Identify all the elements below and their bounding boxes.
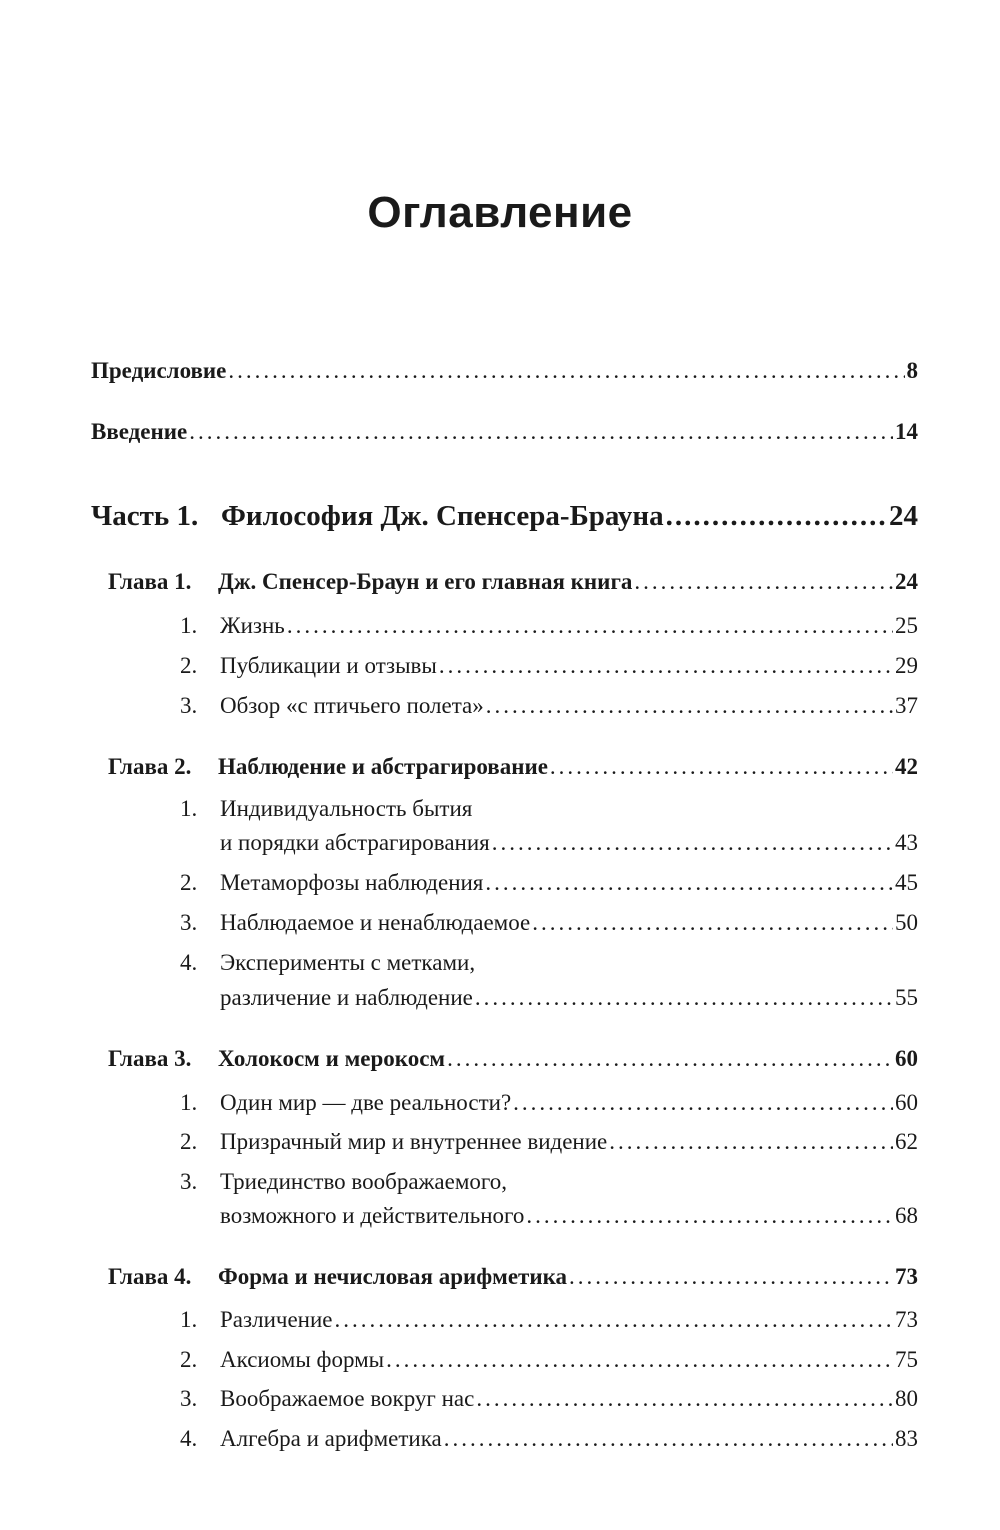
toc-chapter-4[interactable]: [108, 1264, 918, 1290]
toc-page-number: 55: [895, 985, 918, 1010]
section-title: Метаморфозы наблюдения: [220, 870, 484, 895]
toc-section[interactable]: [180, 1347, 918, 1373]
toc-page-number: 45: [895, 870, 918, 895]
dot-leader: [386, 1347, 893, 1373]
toc-page-number: 24: [889, 500, 918, 532]
dot-leader: [513, 1090, 893, 1116]
toc-section[interactable]: [180, 1426, 918, 1452]
section-number: 2.: [180, 653, 198, 678]
section-title: Индивидуальность бытия: [220, 796, 473, 821]
chapter-title: Дж. Спенсер-Браун и его главная книга: [218, 569, 633, 594]
toc-section-line1[interactable]: [180, 796, 472, 822]
toc-page-number: 80: [895, 1386, 918, 1411]
dot-leader: [485, 870, 893, 896]
dot-leader: [526, 1203, 893, 1229]
toc-entry-preface[interactable]: [91, 358, 918, 384]
dot-leader: [228, 358, 904, 384]
section-number: 4.: [180, 1426, 198, 1451]
toc-entry-introduction[interactable]: [91, 419, 918, 445]
section-title: Публикации и отзывы: [220, 653, 437, 678]
chapter-title: Холокосм и мерокосм: [218, 1046, 446, 1071]
section-title: Жизнь: [220, 613, 285, 638]
dot-leader: [550, 754, 893, 780]
toc-section[interactable]: [180, 870, 918, 896]
chapter-label: Глава 2.: [108, 754, 192, 779]
toc-page-number: 68: [895, 1203, 918, 1228]
dot-leader: [287, 613, 893, 639]
dot-leader: [634, 569, 893, 595]
toc-section[interactable]: [180, 1307, 918, 1333]
section-title: Призрачный мир и внутреннее видение: [220, 1129, 608, 1154]
section-title: Воображаемое вокруг нас: [220, 1386, 475, 1411]
toc-section-line1[interactable]: [180, 1169, 507, 1195]
section-number: 4.: [180, 950, 198, 975]
section-title: различение и наблюдение: [220, 985, 473, 1010]
toc-section-line2[interactable]: [220, 1203, 918, 1229]
toc-page-number: 25: [895, 613, 918, 638]
dot-leader: [439, 653, 893, 679]
dot-leader: [492, 830, 893, 856]
toc-page-number: 75: [895, 1347, 918, 1372]
dot-leader: [609, 1129, 893, 1155]
toc-section[interactable]: [180, 693, 918, 719]
toc-page-number: 14: [895, 419, 918, 444]
toc-page-number: 73: [895, 1307, 918, 1332]
section-number: 3.: [180, 1386, 198, 1411]
chapter-title: Наблюдение и абстрагирование: [218, 754, 548, 779]
toc-page-number: 24: [895, 569, 918, 594]
toc-page-number: 37: [895, 693, 918, 718]
chapter-label: Глава 4.: [108, 1264, 192, 1289]
chapter-label: Глава 3.: [108, 1046, 192, 1071]
section-title: Один мир — две реальности?: [220, 1090, 512, 1115]
toc-section[interactable]: [180, 1129, 918, 1155]
section-number: 1.: [180, 613, 198, 638]
section-title: возможного и действительного: [220, 1203, 525, 1228]
dot-leader: [569, 1264, 893, 1290]
section-number: 2.: [180, 1347, 198, 1372]
part-label: Часть 1.: [91, 500, 199, 532]
dot-leader: [189, 419, 893, 445]
toc-section-line1[interactable]: [180, 950, 475, 976]
toc-section[interactable]: [180, 1090, 918, 1116]
section-title: и порядки абстрагирования: [220, 830, 490, 855]
dot-leader: [532, 910, 893, 936]
toc-section[interactable]: [180, 653, 918, 679]
dot-leader: [447, 1046, 893, 1072]
dot-leader: [486, 693, 893, 719]
chapter-title: Форма и нечисловая арифметика: [218, 1264, 568, 1289]
toc-section[interactable]: [180, 1386, 918, 1412]
section-number: 3.: [180, 910, 198, 935]
toc-chapter-2[interactable]: [108, 754, 918, 780]
dot-leader: [476, 1386, 893, 1412]
toc-section[interactable]: [180, 613, 918, 639]
toc-page-number: 43: [895, 830, 918, 855]
dot-leader: [444, 1426, 893, 1452]
toc-page-number: 73: [895, 1264, 918, 1289]
toc-chapter-1[interactable]: [108, 569, 918, 595]
section-title: Различение: [220, 1307, 333, 1332]
toc-section-line2[interactable]: [220, 830, 918, 856]
page-title: Оглавление: [367, 188, 633, 237]
part-title: Философия Дж. Спенсера-Брауна: [221, 500, 664, 532]
section-title: Триединство воображаемого,: [220, 1169, 508, 1194]
toc-part-1[interactable]: [91, 500, 918, 533]
toc-page-number: 42: [895, 754, 918, 779]
toc-entry-title: Введение: [91, 419, 188, 444]
toc-page-number: 62: [895, 1129, 918, 1154]
section-number: 1.: [180, 1307, 198, 1332]
toc-entry-title: Предисловие: [91, 358, 227, 383]
section-number: 3.: [180, 1169, 198, 1194]
section-title: Наблюдаемое и ненаблюдаемое: [220, 910, 531, 935]
toc-chapter-3[interactable]: [108, 1046, 918, 1072]
section-title: Аксиомы формы: [220, 1347, 385, 1372]
toc-page-number: 60: [895, 1046, 918, 1071]
section-number: 1.: [180, 796, 198, 821]
dot-leader: [475, 985, 893, 1011]
chapter-label: Глава 1.: [108, 569, 192, 594]
toc-page-number: 50: [895, 910, 918, 935]
dot-leader: [666, 500, 887, 533]
toc-page-number: 83: [895, 1426, 918, 1451]
section-number: 1.: [180, 1090, 198, 1115]
toc-page-number: 60: [895, 1090, 918, 1115]
toc-section[interactable]: [180, 910, 918, 936]
toc-page-number: 8: [906, 358, 918, 383]
section-title: Алгебра и арифметика: [220, 1426, 442, 1451]
toc-page-number: 29: [895, 653, 918, 678]
section-title: Обзор «с птичьего полета»: [220, 693, 484, 718]
section-title: Эксперименты с метками,: [220, 950, 476, 975]
section-number: 2.: [180, 870, 198, 895]
dot-leader: [334, 1307, 893, 1333]
section-number: 3.: [180, 693, 198, 718]
section-number: 2.: [180, 1129, 198, 1154]
toc-section-line2[interactable]: [220, 985, 918, 1011]
